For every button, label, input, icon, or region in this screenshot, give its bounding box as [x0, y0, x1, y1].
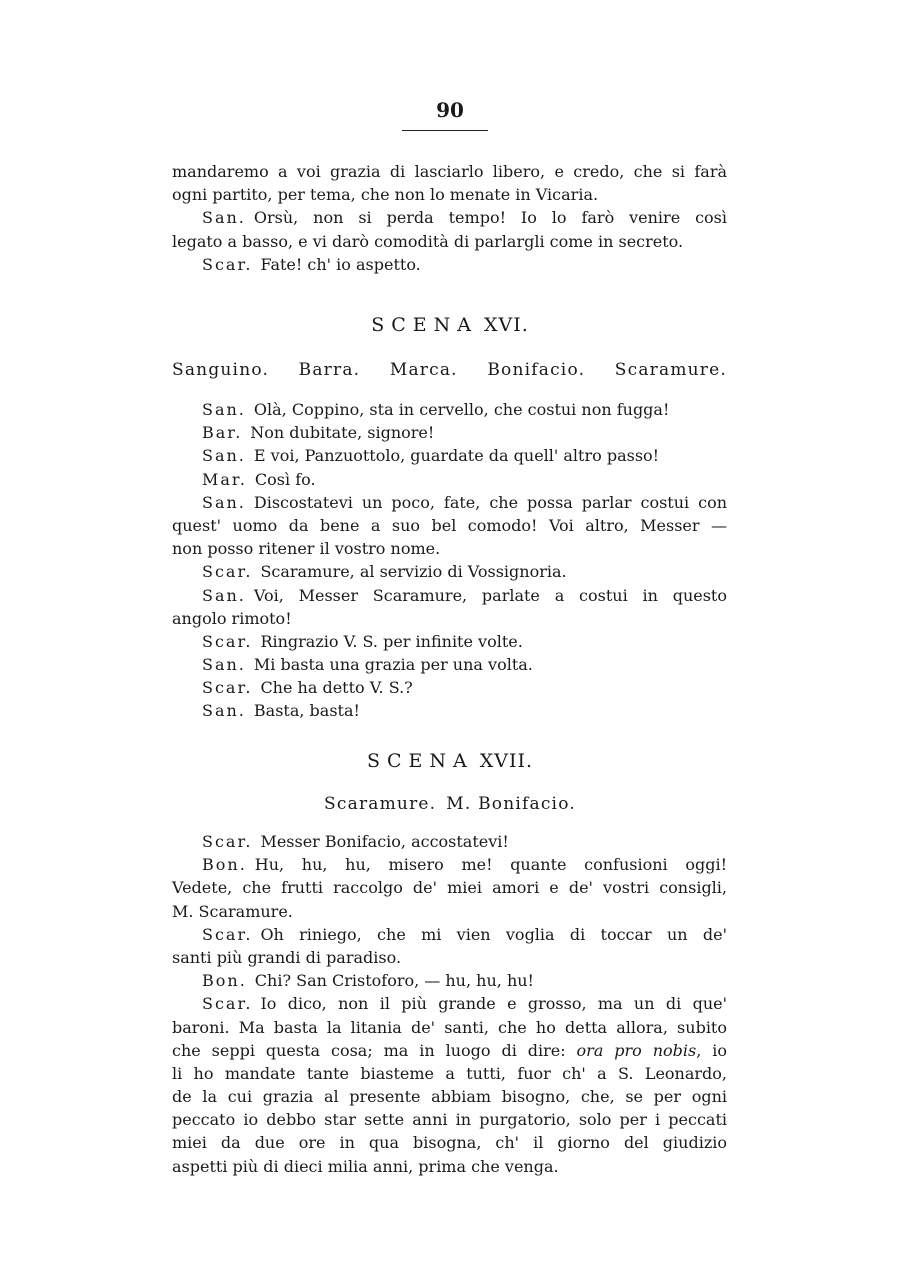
dialogue-text: Che ha detto V. S.? — [260, 678, 413, 698]
speaker-label: Scar. — [202, 678, 253, 698]
dialogue-text: Io dico, non il più grande e grosso, ma un di que' — [260, 994, 727, 1014]
dialogue-text: Orsù, non si perda tempo! Io lo farò venire così — [253, 208, 727, 228]
dialogue-line — [172, 560, 727, 583]
dialogue-line — [172, 830, 727, 853]
text-line: non posso ritener il vostro nome. — [172, 539, 441, 559]
speaker-label: Bon. — [202, 971, 247, 991]
character-name: M. Bonifacio. — [446, 794, 576, 814]
dialogue-line — [172, 853, 727, 876]
page-number-rule — [402, 130, 488, 131]
dialogue-line — [172, 253, 727, 276]
dialogue-text: Hu, hu, hu, misero me! quante confusioni oggi! — [254, 855, 727, 875]
text-line: baroni. Ma basta la litania de' santi, che ho detta allora, subito — [172, 1017, 727, 1037]
text-line: li ho mandate tante biasteme a tutti, fuor ch' a S. Leonardo, — [172, 1063, 727, 1083]
dialogue-line — [172, 676, 727, 699]
dialogue-line — [172, 699, 727, 722]
speaker-label: San. — [202, 585, 246, 605]
speaker-label: Scar. — [202, 832, 253, 851]
dialogue-line — [172, 444, 727, 467]
opening-block — [172, 160, 727, 276]
text-line: ogni partito, per tema, che non lo menate in Vicaria. — [172, 185, 599, 205]
dialogue-line — [172, 206, 727, 229]
text-line: de la cui grazia al presente abbiam bisogno, che, se per ogni — [172, 1087, 727, 1107]
speaker-label: Scar. — [202, 254, 253, 274]
scene-17-dialogue — [172, 830, 727, 1178]
speaker-label: San. — [202, 446, 246, 466]
dialogue-line — [172, 491, 727, 514]
dialogue-text: Scaramure, al servizio di Vossignoria. — [260, 562, 567, 582]
text-line: Vedete, che frutti raccolgo de' miei amori e de' vostri consigli, — [172, 878, 727, 898]
page-number: 90 — [436, 98, 464, 122]
speaker-label: San. — [202, 655, 246, 675]
scene-title: SCENA — [371, 314, 478, 336]
dialogue-text: Basta, basta! — [253, 701, 360, 721]
text-line — [172, 1039, 727, 1062]
dialogue-text: E voi, Panzuottolo, guardate da quell' altro passo! — [253, 446, 660, 466]
italic-phrase: ora pro nobis — [576, 1040, 697, 1060]
dialogue-text: Olà, Coppino, sta in cervello, che costui non fugga! — [253, 400, 670, 419]
text-segment: , io — [696, 1040, 727, 1060]
character-name: Marca. — [389, 360, 458, 380]
dialogue-line — [172, 630, 727, 653]
dialogue-line — [172, 992, 727, 1015]
speaker-label: San. — [202, 400, 246, 419]
text-line: angolo rimoto! — [172, 608, 292, 628]
dialogue-text: Così fo. — [254, 469, 316, 489]
text-line: santi più grandi di paradiso. — [172, 947, 402, 967]
speaker-label: Bon. — [202, 855, 247, 875]
speaker-label: San. — [202, 701, 246, 721]
speaker-label: Mar. — [202, 469, 247, 489]
text-line: M. Scaramure. — [172, 901, 293, 921]
text-segment: che seppi questa cosa; ma in luogo di dire: — [172, 1040, 577, 1060]
character-name: Sanguino. — [172, 360, 270, 380]
scene-title: SCENA — [366, 750, 474, 772]
dialogue-text: Ringrazio V. S. per infinite volte. — [260, 631, 523, 651]
dialogue-text: Voi, Messer Scaramure, parlate a costui in questo — [253, 585, 727, 605]
dialogue-text: Oh riniego, che mi vien voglia di toccar un de' — [260, 924, 727, 944]
dialogue-text: Messer Bonifacio, accostatevi! — [260, 832, 509, 851]
character-name: Barra. — [298, 360, 361, 380]
dialogue-line — [172, 969, 727, 992]
dialogue-text: Chi? San Cristoforo, — hu, hu, hu! — [254, 971, 534, 991]
text-line: mandaremo a voi grazia di lasciarlo libero, e credo, che si farà — [172, 162, 727, 181]
scene-heading — [0, 314, 900, 336]
speaker-label: San. — [202, 208, 246, 228]
text-line: aspetti più di dieci milia anni, prima che venga. — [172, 1156, 559, 1176]
character-name: Scaramure. — [614, 360, 727, 380]
speaker-label: Bar. — [202, 423, 243, 443]
character-list — [0, 794, 900, 814]
dialogue-line — [172, 421, 727, 444]
scene-heading — [0, 750, 900, 772]
speaker-label: San. — [202, 492, 246, 512]
character-name: Scaramure. — [324, 794, 437, 814]
dialogue-line — [172, 653, 727, 676]
dialogue-line — [172, 923, 727, 946]
dialogue-text: Mi basta una grazia per una volta. — [253, 655, 533, 675]
speaker-label: Scar. — [202, 994, 253, 1014]
character-list — [172, 360, 727, 380]
scene-16-dialogue — [172, 398, 727, 723]
text-line: quest' uomo da bene a suo bel comodo! Voi altro, Messer — — [172, 515, 727, 535]
dialogue-line — [172, 398, 727, 421]
dialogue-line — [172, 468, 727, 491]
character-name: Bonifacio. — [487, 360, 586, 380]
text-line: miei da due ore in qua bisogna, ch' il giorno del giudizio — [172, 1133, 727, 1153]
text-line: peccato io debbo star sette anni in purgatorio, solo per i peccati — [172, 1110, 727, 1130]
scene-number: XVI. — [483, 314, 529, 336]
text-line: legato a basso, e vi darò comodità di parlargli come in secreto. — [172, 231, 684, 251]
dialogue-line — [172, 584, 727, 607]
speaker-label: Scar. — [202, 562, 253, 582]
scene-number: XVII. — [479, 750, 534, 772]
dialogue-text: Discostatevi un poco, fate, che possa parlar costui con — [253, 492, 727, 512]
speaker-label: Scar. — [202, 631, 253, 651]
dialogue-text: Fate! ch' io aspetto. — [260, 254, 421, 274]
dialogue-text: Non dubitate, signore! — [250, 423, 435, 443]
speaker-label: Scar. — [202, 924, 253, 944]
